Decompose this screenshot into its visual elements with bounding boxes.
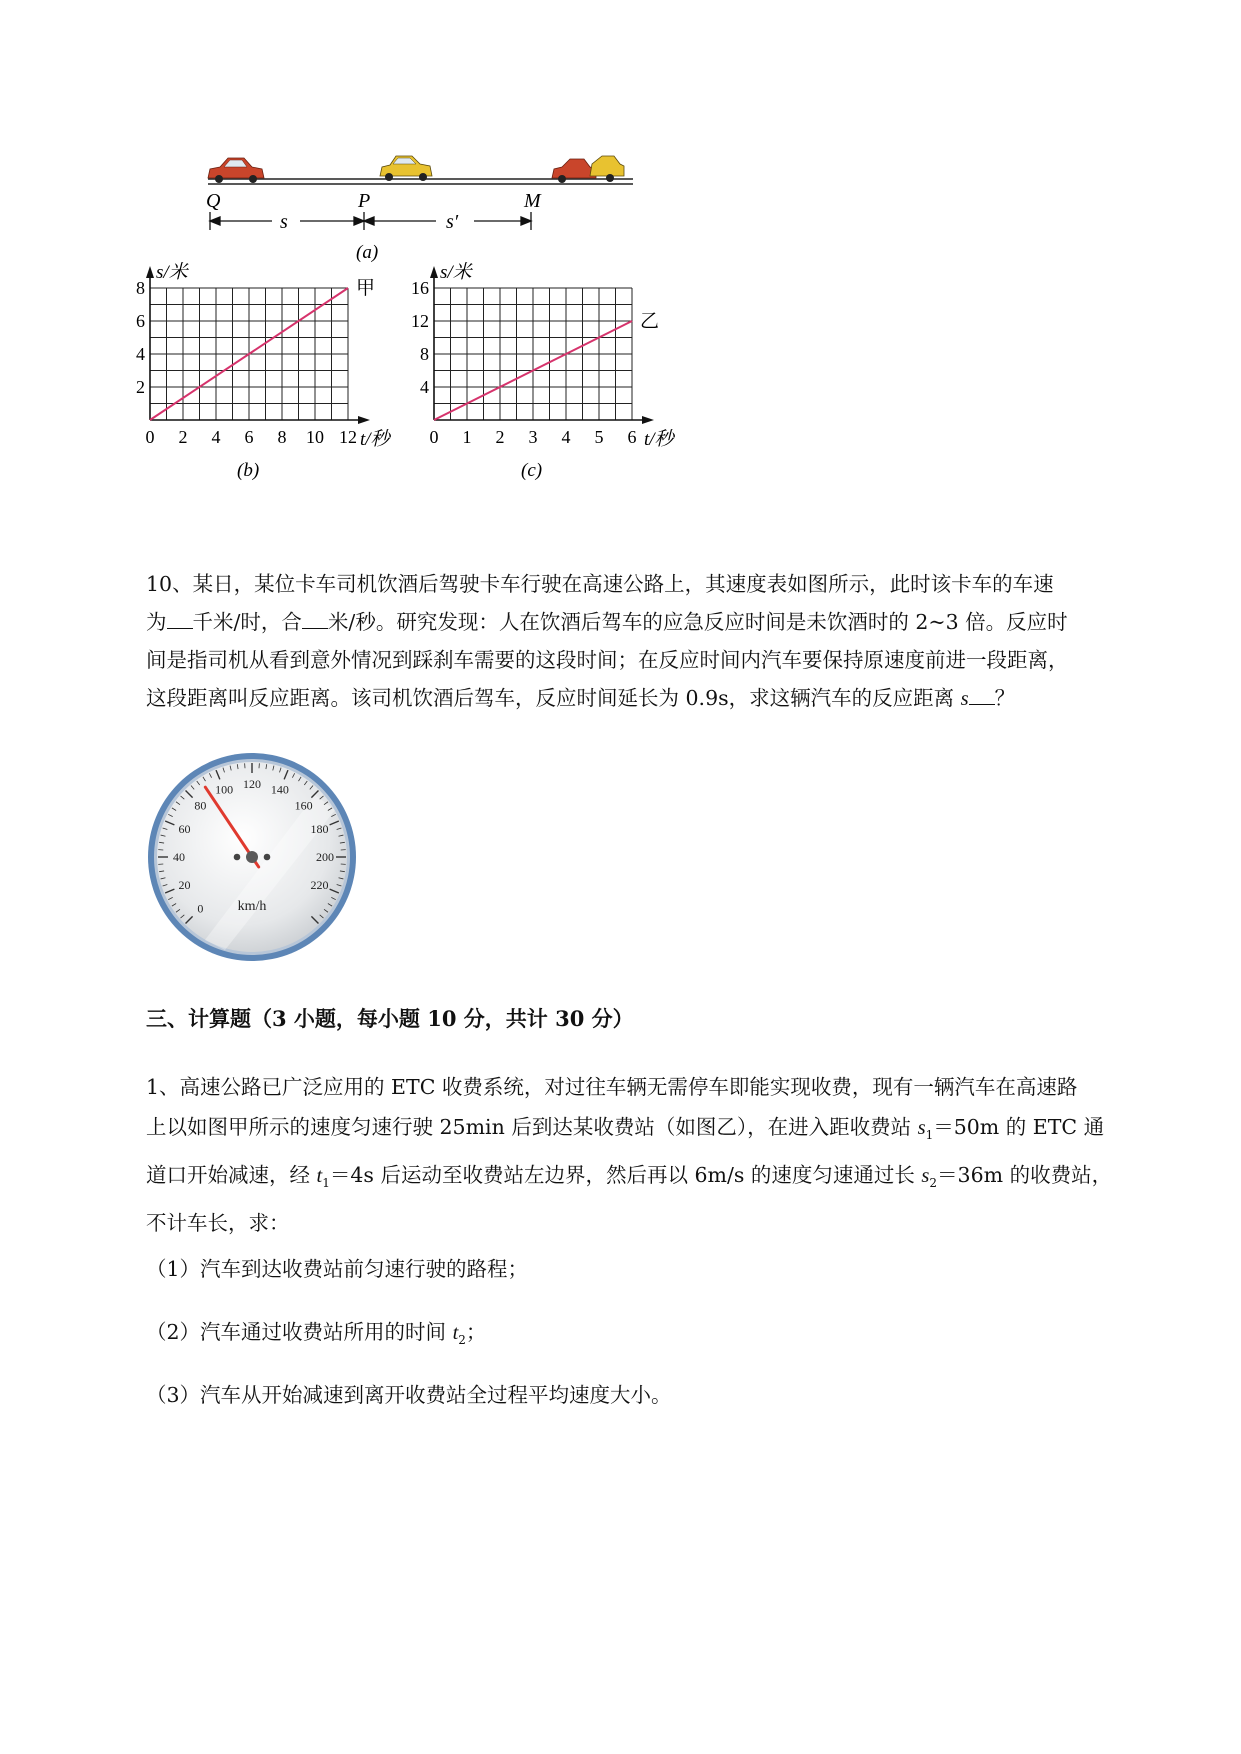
point-m-label: M: [524, 190, 541, 212]
q1-subquestion-3: （3）汽车从开始减速到离开收费站全过程平均速度大小。: [146, 1383, 672, 1407]
q1-line-3: [146, 1155, 1146, 1203]
speedometer-label: 100: [215, 782, 234, 797]
question-10: [146, 565, 1146, 718]
q1-subquestion-1: （1）汽车到达收费站前匀速行驶的路程；: [146, 1257, 529, 1281]
chart-c-xtick-label: 3: [528, 427, 538, 447]
chart-b-caption: (b): [237, 460, 260, 481]
speedometer-label: 0: [197, 901, 204, 916]
q10-variable: s: [960, 688, 969, 710]
q1-text: 上以如图甲所示的速度匀速行驶 25min 后到达某收费站（如图乙），在进入距收费站: [146, 1115, 918, 1139]
q1-line-1: 1、高速公路已广泛应用的 ETC 收费系统，对过往车辆无需停车即能实现收费，现有一辆汽车在高速路: [146, 1075, 1078, 1099]
q10-text: 为: [146, 610, 167, 634]
chart-b-xtick-label: 2: [178, 427, 188, 447]
chart-b-xtick-label: 8: [277, 427, 287, 447]
chart-b-series-name: 甲: [356, 278, 376, 299]
chart-c-xtick-label: 6: [627, 427, 637, 447]
chart-c-grid: [434, 288, 632, 420]
q1-subscript: 1: [322, 1176, 330, 1191]
chart-c-ytick-label: 12: [411, 311, 429, 331]
q1-text: ＝36m 的收费站，: [937, 1163, 1113, 1188]
chart-c-ticks: [411, 278, 637, 447]
q10-text: 米/秒。研究发现：人在饮酒后驾车的应急反应时间是未饮酒时的 2~3 倍。反应时: [327, 610, 1068, 634]
chart-c-xtick-label: 1: [462, 427, 472, 447]
q1-line-4: 不计车长，求：: [146, 1211, 290, 1236]
answer-blank-speed-ms[interactable]: [302, 608, 328, 629]
speedometer-label: 140: [270, 782, 289, 797]
chart-c-axes: [430, 266, 654, 424]
chart-b-ytick-label: 6: [136, 311, 145, 331]
chart-b-y-arrow: [146, 266, 154, 278]
speedometer-label: 160: [294, 798, 313, 813]
speedometer: [145, 750, 360, 965]
question-1: [146, 1067, 1146, 1243]
point-q-label: Q: [206, 190, 221, 212]
chart-c-y-arrow: [430, 266, 438, 278]
q1-variable-s1: s: [917, 1117, 926, 1139]
answer-blank-speed-kmh[interactable]: [167, 608, 193, 629]
chart-b-xtick-label: 4: [211, 427, 221, 447]
answer-blank-distance[interactable]: [969, 684, 995, 705]
q10-text: 千米/时，合: [192, 610, 302, 634]
figure-a: [190, 150, 650, 263]
chart-c-xtick-label: 4: [561, 427, 571, 447]
chart-b-ylabel: s/米: [156, 262, 188, 283]
chart-b-xtick-label: 12: [339, 427, 357, 447]
chart-b: [136, 262, 410, 530]
speedometer-label: 200: [316, 850, 334, 864]
section-3-heading: 三、计算题（3 小题，每小题 10 分，共计 30 分）: [146, 1006, 634, 1031]
q1-text: （2）汽车通过收费站所用的时间: [146, 1320, 453, 1344]
chart-b-ytick-label: 2: [136, 377, 145, 397]
q1-subscript: 2: [929, 1176, 938, 1191]
q1-text: ；: [465, 1320, 487, 1344]
figure-a-caption: (a): [356, 242, 379, 263]
q1-subquestion-2: [146, 1313, 1146, 1359]
chart-c-xtick-label: 5: [594, 427, 604, 447]
dimension-arrows: [210, 212, 531, 230]
car-p-icon: [380, 156, 432, 181]
q1-subscript: 1: [925, 1128, 934, 1143]
q1-variable-s2: s: [921, 1165, 930, 1188]
q10-line-2: [146, 603, 1146, 641]
speedometer-label: 20: [178, 877, 191, 892]
chart-b-xtick-label: 6: [244, 427, 254, 447]
q10-line-4: [146, 679, 1146, 718]
speedometer-label: 40: [173, 850, 185, 864]
chart-c-series-name: 乙: [640, 311, 660, 332]
chart-b-xtick-label: 0: [145, 427, 155, 447]
chart-c-ytick-label: 8: [420, 344, 429, 364]
chart-b-x-arrow: [358, 416, 370, 424]
speedometer-label: 120: [243, 777, 261, 791]
q1-text: 道口开始减速，经: [146, 1163, 317, 1188]
speedometer-hub: [246, 851, 258, 863]
q1-subscript: 2: [458, 1333, 466, 1348]
q1-text: ＝4s 后运动至收费站左边界，然后再以 6m/s 的速度匀速通过长: [329, 1163, 922, 1188]
chart-c: [411, 262, 710, 530]
speedometer-label: 60: [178, 822, 191, 837]
speedometer-dot: [264, 854, 271, 861]
chart-c-xlabel: t/秒: [644, 429, 674, 450]
speedometer-label: 180: [310, 822, 329, 837]
chart-c-x-arrow: [642, 416, 654, 424]
chart-c-caption: (c): [521, 460, 543, 481]
chart-b-ytick-label: 4: [136, 344, 145, 364]
q1-variable-t1: t: [316, 1165, 323, 1188]
q10-text: 这段距离叫反应距离。该司机饮酒后驾车，反应时间延长为 0.9s，求这辆汽车的反应距离: [146, 686, 961, 710]
speedometer-label: 80: [194, 798, 207, 813]
distance-s-label: s: [280, 211, 288, 233]
speedometer-unit: km/h: [237, 899, 267, 914]
chart-c-ytick-label: 4: [420, 377, 429, 397]
q10-line-3: 间是指司机从看到意外情况到踩刹车需要的这段时间；在反应时间内汽车要保持原速度前进一段距离，: [146, 648, 1069, 672]
chart-b-ytick-label: 8: [136, 278, 145, 298]
chart-c-ytick-label: 16: [411, 278, 429, 298]
q10-line-1: 10、某日，某位卡车司机饮酒后驾驶卡车行驶在高速公路上，其速度表如图所示，此时该卡车的车速: [146, 572, 1054, 596]
distance-s-prime-label: s′: [446, 211, 459, 233]
point-p-label: P: [358, 190, 371, 212]
chart-c-ylabel: s/米: [440, 262, 472, 283]
speedometer-dot: [234, 854, 241, 861]
q10-text: ？: [994, 686, 1016, 710]
q1-variable-t2: t: [452, 1322, 459, 1344]
chart-c-xtick-label: 0: [429, 427, 439, 447]
q1-line-2: [146, 1107, 1146, 1155]
chart-c-xtick-label: 2: [495, 427, 505, 447]
chart-b-xtick-label: 10: [306, 427, 324, 447]
speedometer-label: 220: [310, 877, 329, 892]
chart-b-xlabel: t/秒: [360, 429, 390, 450]
q1-text: ＝50m 的 ETC 通: [933, 1115, 1105, 1139]
